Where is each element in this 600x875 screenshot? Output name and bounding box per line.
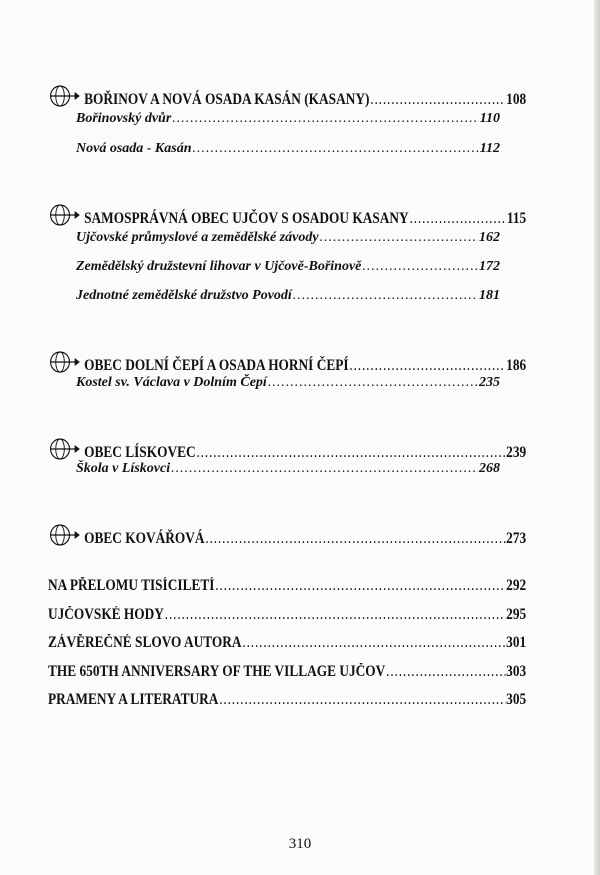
item-title: Ujčovské průmyslové a zemědělské závody — [76, 230, 319, 245]
section-title: OBEC KOVÁŘOVÁ — [84, 530, 205, 547]
leader-dots — [349, 357, 505, 375]
leader-dots — [362, 259, 478, 275]
leader-dots — [205, 530, 505, 548]
section-page: 273 — [506, 530, 527, 547]
item-title: Kostel sv. Václava v Dolním Čepí — [76, 375, 267, 390]
item-title: Zemědělský družstevní lihovar v Ujčově-Bořinově — [76, 259, 362, 274]
toc-appendix-entry[interactable] — [48, 634, 526, 652]
toc-appendix-entry[interactable] — [48, 663, 526, 681]
toc-item[interactable] — [76, 230, 500, 246]
item-page: 172 — [479, 259, 500, 274]
toc-item[interactable] — [76, 141, 500, 157]
entry-title: ZÁVĚREČNÉ SLOVO AUTORA — [48, 634, 242, 651]
leader-dots — [320, 230, 478, 246]
section-page: 186 — [506, 357, 527, 374]
section-title: OBEC DOLNÍ ČEPÍ A OSADA HORNÍ ČEPÍ — [84, 357, 349, 374]
globe-arrow-icon — [48, 349, 82, 375]
item-page: 112 — [479, 141, 500, 156]
section-title: SAMOSPRÁVNÁ OBEC UJČOV S OSADOU KASANY — [84, 210, 409, 227]
leader-dots — [219, 691, 505, 709]
item-title: Nová osada - Kasán — [76, 141, 192, 156]
section-page: 239 — [506, 444, 527, 461]
leader-dots — [193, 141, 479, 157]
entry-title: UJČOVSKÉ HODY — [48, 606, 164, 623]
globe-arrow-icon — [48, 436, 82, 462]
leader-dots — [172, 111, 478, 127]
item-page: 268 — [479, 461, 500, 476]
section-page: 108 — [506, 91, 527, 108]
leader-dots — [370, 91, 505, 109]
section-title: BOŘINOV A NOVÁ OSADA KASÁN (KASANY) — [84, 91, 370, 108]
globe-arrow-icon — [48, 83, 82, 109]
item-title: Bořinovský dvůr — [76, 111, 172, 126]
toc-section-ujcov[interactable] — [48, 197, 526, 228]
item-page: 110 — [479, 111, 500, 126]
item-page: 162 — [479, 230, 500, 245]
toc-item[interactable] — [76, 259, 500, 275]
toc-section-kovarova[interactable] — [48, 517, 526, 548]
leader-dots — [410, 210, 507, 228]
toc-section-dolni-cepi[interactable] — [48, 344, 526, 375]
entry-page: 295 — [506, 606, 527, 623]
leader-dots — [293, 288, 478, 304]
toc-section-liskovec[interactable] — [48, 431, 526, 462]
entry-page: 292 — [506, 577, 527, 594]
toc-item[interactable] — [76, 111, 500, 127]
toc-appendix-entry[interactable] — [48, 606, 526, 624]
leader-dots — [268, 375, 478, 391]
page-edge-shadow — [594, 0, 600, 875]
item-page: 235 — [479, 375, 500, 390]
entry-page: 303 — [506, 663, 527, 680]
entry-page: 301 — [506, 634, 527, 651]
page-number: 310 — [288, 836, 312, 852]
entry-page: 305 — [506, 691, 527, 708]
entry-title: PRAMENY A LITERATURA — [48, 691, 219, 708]
leader-dots — [171, 461, 478, 477]
item-page: 181 — [479, 288, 500, 303]
leader-dots — [386, 663, 505, 681]
leader-dots — [196, 444, 505, 462]
toc-appendix-entry[interactable] — [48, 691, 526, 709]
item-title: Jednotné zemědělské družstvo Povodí — [76, 288, 292, 303]
toc-appendix-entry[interactable] — [48, 577, 526, 595]
globe-arrow-icon — [48, 202, 82, 228]
leader-dots — [215, 577, 505, 595]
toc-item[interactable] — [76, 461, 500, 477]
section-title: OBEC LÍSKOVEC — [84, 444, 196, 461]
toc-section-borinov[interactable] — [48, 78, 526, 109]
toc-item[interactable] — [76, 375, 500, 391]
entry-title: THE 650TH ANNIVERSARY OF THE VILLAGE UJČOV — [48, 663, 386, 680]
leader-dots — [242, 634, 505, 652]
item-title: Škola v Lískovci — [76, 461, 171, 476]
toc-item[interactable] — [76, 288, 500, 304]
entry-title: NA PŘELOMU TISÍCILETÍ — [48, 577, 215, 594]
leader-dots — [165, 606, 506, 624]
globe-arrow-icon — [48, 522, 82, 548]
section-page: 115 — [506, 210, 527, 227]
